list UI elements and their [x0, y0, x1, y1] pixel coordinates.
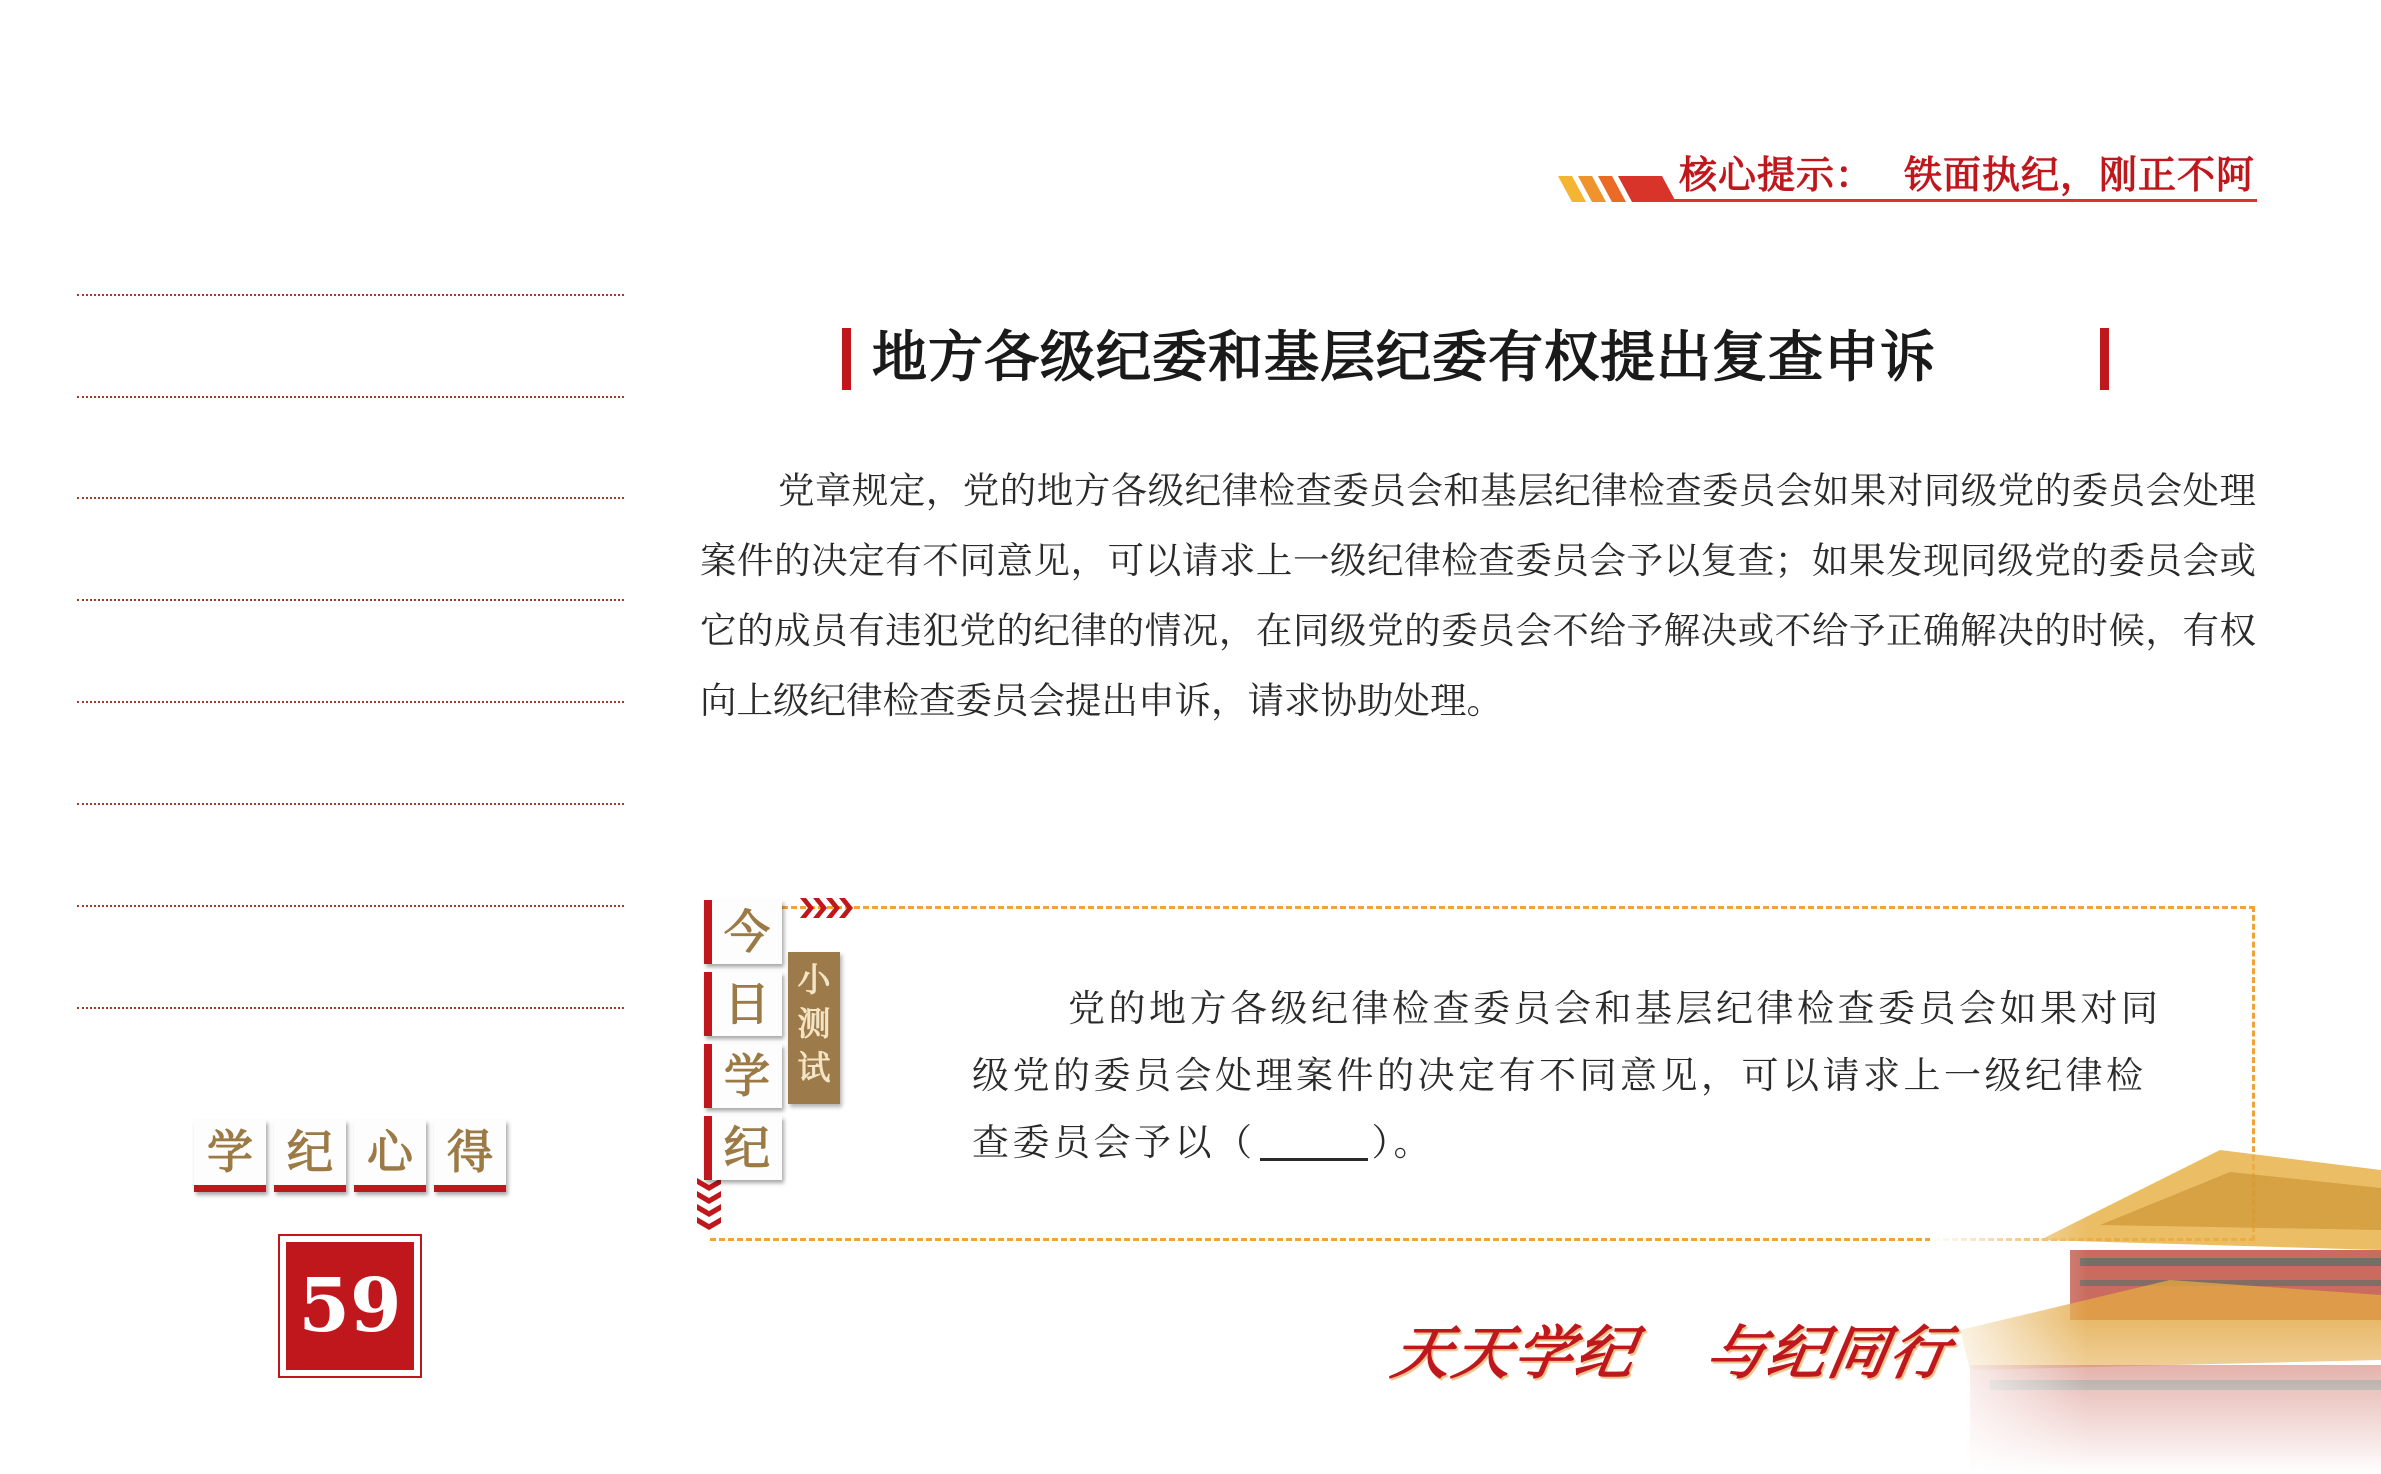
- hint-underline: [1645, 199, 2257, 202]
- badge-char: 得: [434, 1120, 506, 1192]
- gate-tower-decoration: [1930, 1130, 2381, 1474]
- quiz-subtitle-char: 小: [797, 960, 831, 999]
- title-text: 地方各级纪委和基层纪委有权提出复查申诉: [872, 325, 1937, 389]
- title-bar-left: [842, 328, 851, 390]
- quiz-subtitle: [788, 952, 840, 1104]
- quiz-question-end: ）。: [1371, 1121, 1434, 1164]
- badge-char: 纪: [274, 1120, 346, 1192]
- note-line: [77, 396, 624, 398]
- quiz-subtitle-char: 试: [797, 1048, 831, 1087]
- quiz-subtitle-char: 测: [797, 1004, 831, 1043]
- note-line: [77, 497, 624, 499]
- note-line: [77, 803, 624, 805]
- quiz-title-char: 学: [704, 1044, 782, 1108]
- note-line: [77, 1007, 624, 1009]
- quiz-question-text: 党的地方各级纪律检查委员会和基层纪律检查委员会如果对同级党的委员会处理案件的决定有不同意见，可以请求上一级纪律检查委员会予以（: [972, 987, 2162, 1164]
- motto: [1387, 1306, 1960, 1390]
- quiz-title-char: 今: [704, 900, 782, 964]
- badge-char: 心: [354, 1120, 426, 1192]
- study-notes-badge: [194, 1120, 506, 1192]
- title-bar-right: [2100, 328, 2109, 390]
- note-line: [77, 599, 624, 601]
- chevron-right-icon: [800, 894, 856, 922]
- note-line: [77, 294, 624, 296]
- note-line: [77, 701, 624, 703]
- hint-text: 铁面执纪，刚正不阿: [1903, 153, 2255, 197]
- hint-label: 核心提示：: [1678, 153, 1874, 197]
- page-number-value: 59: [286, 1242, 414, 1370]
- note-line: [77, 905, 624, 907]
- page-number: [278, 1234, 422, 1378]
- chevron-down-icon: [694, 1178, 724, 1234]
- motto-part-2: 与纪同行: [1701, 1319, 1958, 1387]
- body-paragraph: 党章规定，党的地方各级纪律检查委员会和基层纪律检查委员会如果对同级党的委员会处理案件的决定有不同意见，可以请求上一级纪律检查委员会予以复查；如果发现同级党的委员会或它的成员有违犯党的纪律的情况，在同级党的委员会不给予解决或不给予正确解决的时候，有权向上级纪律检查委员会提出申诉，请求协助处理。: [700, 469, 2256, 722]
- motto-part-1: 天天学纪: [1387, 1319, 1644, 1387]
- quiz-answer-blank: [1260, 1121, 1368, 1161]
- badge-char: 学: [194, 1120, 266, 1192]
- quiz-title-char: 纪: [704, 1116, 782, 1180]
- quiz-title-char: 日: [704, 972, 782, 1036]
